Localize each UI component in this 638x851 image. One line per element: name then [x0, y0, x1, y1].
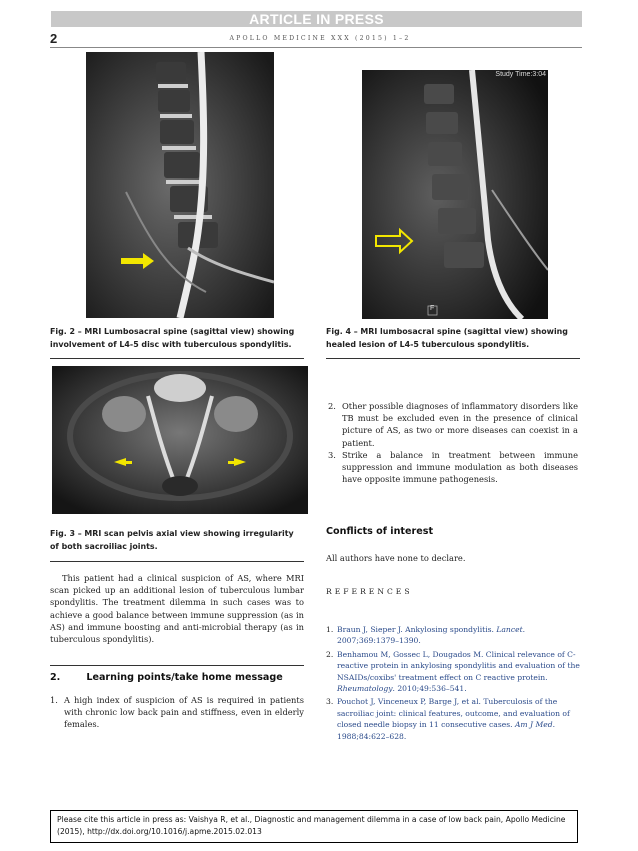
reference-number: 3. [326, 697, 334, 707]
fig2-caption: Fig. 2 – MRI Lumbosacral spine (sagittal view) showing involvement of L4-5 disc with tuberculous spondylitis. [50, 327, 295, 349]
header-rule [50, 47, 582, 48]
list-item-number: 2. [328, 401, 336, 411]
reference-details[interactable]: . 2007;369:1379–1390. [337, 625, 526, 646]
list-item-number: 3. [328, 449, 336, 460]
fig2-mri-lumbosacral-image [86, 52, 274, 318]
fig4-mri-lumbosacral-image [362, 70, 548, 319]
references-heading: REFERENCES [326, 587, 413, 596]
rule-left-2 [50, 561, 304, 562]
article-in-press-banner: ARTICLE IN PRESS [51, 11, 582, 27]
list-item-text: Other possible diagnoses of inflammatory disorders like TB must be excluded even in the presence of clinical picture of AS, as two or more diseases can coexist in a patient. [342, 401, 578, 448]
reference-item [326, 624, 580, 647]
reference-details[interactable]: . 1988;84:622–628. [337, 720, 556, 741]
list-item-number: 1. [50, 695, 58, 705]
reference-number: 2. [326, 649, 334, 659]
fig3-caption: Fig. 3 – MRI scan pelvis axial view showing irregularity of both sacroiliac joints. [50, 529, 294, 551]
section2-number: 2. [50, 672, 61, 683]
fig3-mri-pelvis-image [52, 366, 308, 514]
list-item-text: Strike a balance in treatment between immune suppression and immune modulation as both diseases have opposite immune pathogenesis. [342, 449, 578, 485]
reference-text[interactable]: Benhamou M, Gossec L, Dougados M. Clinical relevance of C-reactive protein in ankylosing spondylitis and evaluation of the NSAIDs/coxibs' treatment effect on C reactive protein. [337, 649, 580, 682]
reference-details[interactable]: . 2010;49:536–541. [392, 684, 467, 694]
conflicts-text: All authors have none to declare. [326, 553, 466, 563]
reference-journal[interactable]: Am J Med [514, 720, 553, 730]
page-number: 2 [50, 31, 58, 46]
fig4-caption: Fig. 4 – MRI lumbosacral spine (sagittal view) showing healed lesion of L4-5 tuberculous spondylitis. [326, 327, 568, 349]
reference-text[interactable]: Braun J, Sieper J. Ankylosing spondylitis. [337, 625, 497, 634]
reference-text[interactable]: Pouchot J, Vinceneux P, Barge J, et al. Tuberculosis of the sacroiliac joint: clinical features, outcome, and evaluation of closed needle biopsy in 11 consecutive cases. [337, 697, 570, 730]
conflicts-heading: Conflicts of interest [326, 526, 434, 537]
reference-item [326, 696, 580, 742]
list-item [328, 400, 578, 449]
references-list [326, 624, 580, 742]
rule-right-1 [326, 358, 580, 359]
learning-points-list-left [50, 694, 304, 731]
rule-left-1 [50, 358, 304, 359]
section2-heading [50, 672, 304, 683]
reference-number: 1. [326, 625, 334, 634]
citation-box: Please cite this article in press as: Vaishya R, et al., Diagnostic and management dilemma in a case of low back pain, Apollo Medicine (2015), http://dx.doi.org/10.1016/j.apme.2015.02.013 [50, 810, 578, 843]
section2-title: Learning points/take home message [86, 672, 283, 683]
fig4-corner-mark: F [430, 305, 435, 312]
rule-left-3 [50, 665, 304, 666]
learning-points-list-right [328, 400, 578, 485]
body-paragraph: This patient had a clinical suspicion of AS, where MRI scan picked up an additional lesion of tuberculous lumbar spondylitis. The treatment dilemma in such cases was to achieve a good balance between immune suppression (as in AS) and immune boosting and anti-microbial therapy (as in tuberculous spondylitis). [50, 573, 304, 645]
reference-item [326, 649, 580, 695]
list-item-text: A high index of suspicion of AS is required in patients with chronic low back pain and stiffness, even in elderly females. [64, 695, 304, 730]
reference-journal[interactable]: Rheumatology [337, 684, 393, 694]
list-item [328, 449, 578, 486]
list-item [50, 694, 304, 731]
fig4-study-time-overlay: Study Time:3:04 [495, 71, 546, 78]
reference-journal[interactable]: Lancet [496, 625, 523, 634]
running-head: APOLLO MEDICINE XXX (2015) 1–2 [229, 35, 411, 42]
